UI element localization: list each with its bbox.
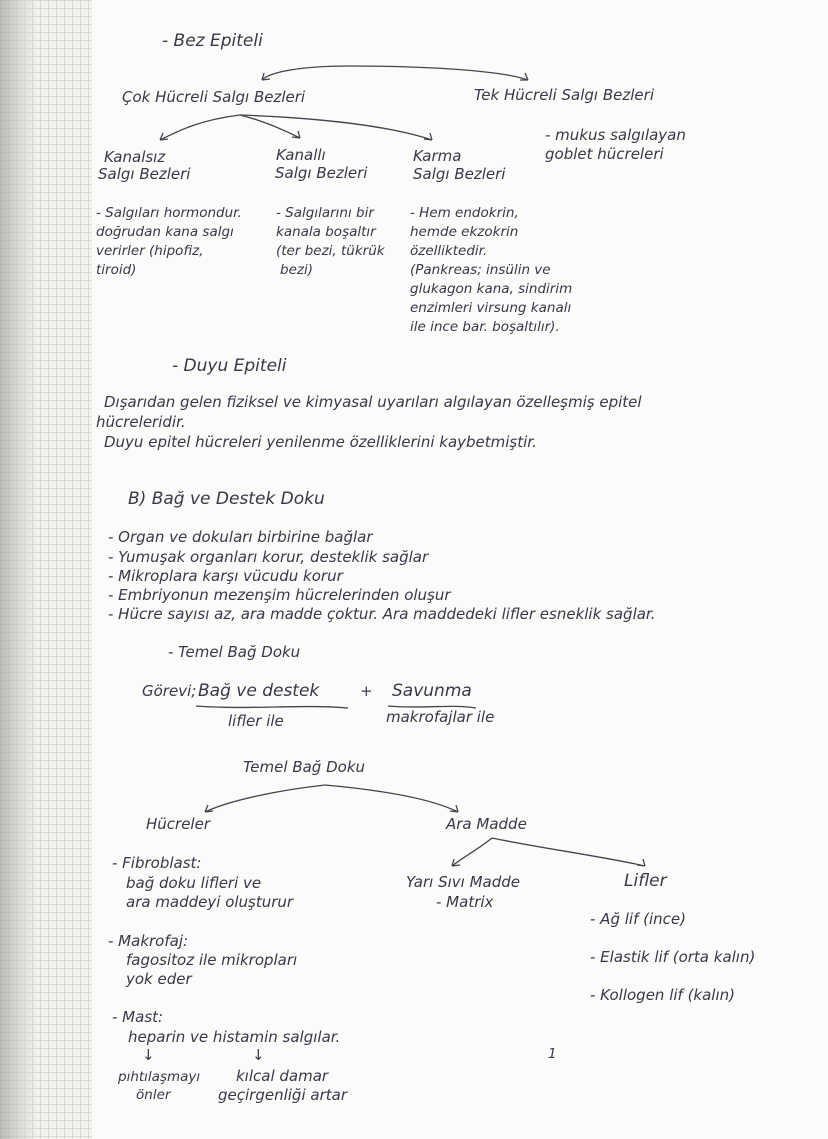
macrophage-title: - Makrofaj: <box>108 932 189 950</box>
basic-heading: - Temel Bağ Doku <box>168 643 301 661</box>
mast-title: - Mast: <box>112 1008 164 1026</box>
ductless-title-2: Salgı Bezleri <box>98 165 191 183</box>
arrow-to-matrix <box>325 785 458 812</box>
duty-defense-sub: makrofajlar ile <box>386 708 495 726</box>
histamin-effect-2: geçirgenliği artar <box>218 1086 347 1104</box>
duty-label: Görevi; <box>142 682 197 700</box>
single-note-2: goblet hücreleri <box>545 145 664 163</box>
duty-plus: + <box>360 682 373 700</box>
heparin-arrow: ↓ <box>142 1046 155 1064</box>
connective-bullet-2: - Yumuşak organları korur, destеklik sağlar <box>108 548 429 566</box>
mixed-desc-4: (Pankreas; insülin ve <box>410 262 551 278</box>
multi-cell-glands: Çok Hücreli Salgı Bezleri <box>122 88 306 106</box>
ductless-desc-3: verirler (hipofiz, <box>96 243 204 259</box>
ductless-title-1: Kanalsız <box>104 148 166 166</box>
mixed-desc-5: glukagon kana, sindirim <box>410 281 573 297</box>
ducted-title-1: Kanallı <box>276 146 326 164</box>
heparin-effect-2: önler <box>136 1087 171 1103</box>
duty-connect-support: Bağ ve destek <box>198 681 320 701</box>
ducted-desc-4: bezi) <box>280 262 313 278</box>
arrow-to-semi-fluid <box>452 838 492 866</box>
arrow-to-single <box>350 66 528 80</box>
macrophage-desc-1: fagositoz ile mikropları <box>126 951 298 969</box>
gland-heading: - Bez Epiteli <box>162 31 263 51</box>
diagram-title: Temel Bağ Doku <box>243 758 366 776</box>
arrow-to-mixed <box>240 115 432 140</box>
arrow-to-ducted <box>240 115 300 138</box>
mixed-title-2: Salgı Bezleri <box>413 165 506 183</box>
mixed-desc-3: özelliktedir. <box>410 243 488 259</box>
ductless-desc-4: tiroid) <box>96 262 137 278</box>
fibroblast-desc-2: ara maddeyi oluşturur <box>126 893 294 911</box>
sensory-text-1: Dışarıdan gelen fiziksel ve kimyasal uyarıları algılayan özelleşmiş epitel <box>104 393 642 411</box>
fibroblast-desc-1: bağ doku lifleri ve <box>126 874 262 892</box>
arrow-to-fibers <box>492 838 645 866</box>
fibroblast-title: - Fibroblast: <box>112 854 202 872</box>
histamin-effect-1: kılcal damar <box>236 1067 329 1085</box>
fiber-collagen: - Kollogen lif (kalın) <box>590 986 736 1004</box>
single-cell-glands: Tek Hücreli Salgı Bezleri <box>474 86 654 104</box>
connective-bullet-4: - Embriyonun mezenşim hücrelerinden oluşur <box>108 586 451 604</box>
connective-heading: B) Bağ ve Destek Doku <box>128 489 325 509</box>
cells-label: Hücreler <box>146 815 210 833</box>
arrow-to-ductless <box>160 115 240 140</box>
mixed-desc-7: ile ince bar. boşaltılır). <box>410 319 560 335</box>
ducted-desc-1: - Salgılarını bir <box>276 205 374 221</box>
duty-a-underline <box>196 706 348 708</box>
matrix-note: - Matrix <box>436 893 494 911</box>
ducted-title-2: Salgı Bezleri <box>275 164 368 182</box>
duty-defense: Savunma <box>392 681 472 701</box>
matrix-label: Ara Madde <box>446 815 527 833</box>
sensory-text-2: hücreleridir. <box>96 413 186 431</box>
ducted-desc-3: (ter bezi, tükrük <box>276 243 385 259</box>
connective-bullet-1: - Organ ve dokuları birbirine bağlar <box>108 528 373 546</box>
fiber-elastic: - Elastik lif (orta kalın) <box>590 948 756 966</box>
connective-bullet-3: - Mikroplara karşı vücudu korur <box>108 567 343 585</box>
mixed-desc-2: hemde ekzokrin <box>410 224 519 240</box>
macrophage-desc-2: yok eder <box>126 970 192 988</box>
sensory-heading: - Duyu Epiteli <box>172 356 287 376</box>
ductless-desc-1: - Salgıları hormondur. <box>96 205 242 221</box>
connective-bullet-5: - Hücre sayısı az, ara madde çoktur. Ara maddedeki lifler esneklik sağlar. <box>108 605 656 623</box>
single-note-1: - mukus salgılayan <box>545 126 686 144</box>
fiber-reticular: - Ağ lif (ince) <box>590 910 686 928</box>
sensory-text-3: Duyu epitel hücreleri yenilenme özelliklerini kaybetmiştir. <box>104 433 537 451</box>
arrow-to-multi <box>262 66 350 80</box>
page-number: 1 <box>548 1046 557 1062</box>
ducted-desc-2: kanala boşaltır <box>276 224 376 240</box>
ductless-desc-2: doğrudan kana salgı <box>96 224 234 240</box>
histamin-arrow: ↓ <box>252 1046 265 1064</box>
mast-desc: heparin ve histamin salgılar. <box>128 1028 341 1046</box>
heparin-effect-1: pıhtılaşmayı <box>118 1069 201 1085</box>
arrow-to-cells <box>205 785 325 812</box>
mixed-desc-6: enzimleri virsung kanalı <box>410 300 572 316</box>
duty-connect-sub: lifler ile <box>228 712 284 730</box>
fibers-label: Lifler <box>624 871 667 891</box>
mixed-desc-1: - Hem endokrin, <box>410 205 519 221</box>
mixed-title-1: Karma <box>413 147 462 165</box>
semi-fluid-label: Yarı Sıvı Madde <box>406 873 520 891</box>
